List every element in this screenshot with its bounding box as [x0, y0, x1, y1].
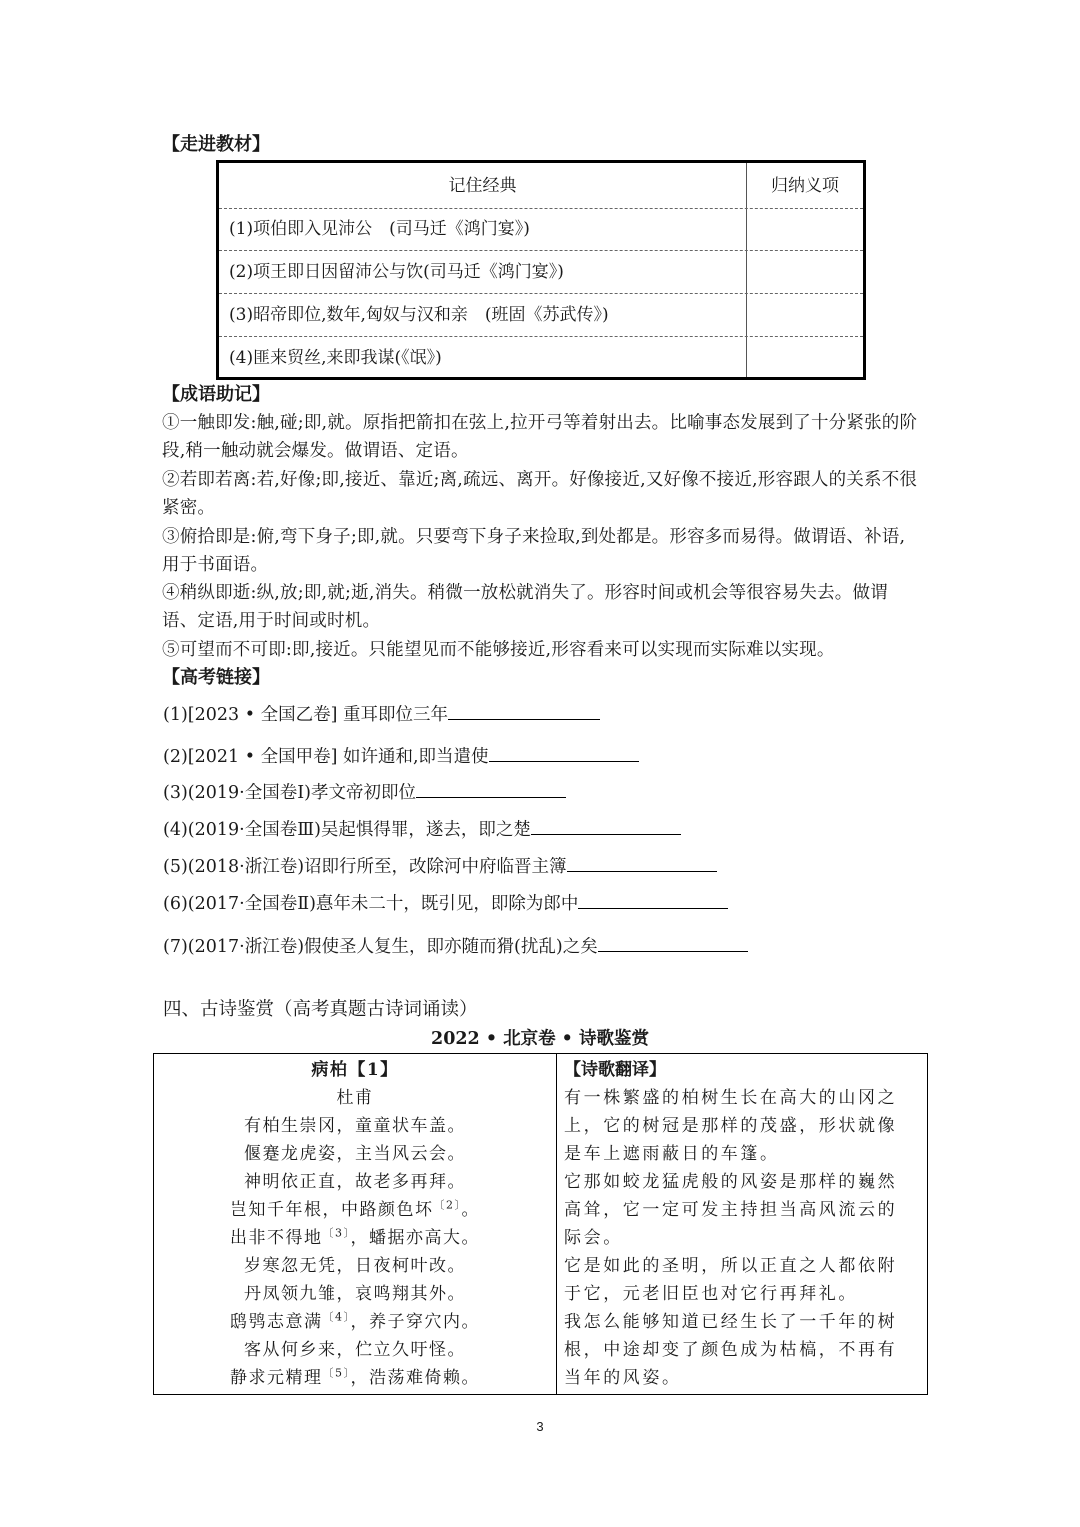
- footnote-marker: 〔4〕: [322, 1310, 351, 1324]
- classics-table: [216, 160, 866, 380]
- translation-line: 它那如蛟龙猛虎般的风姿是那样的巍然: [564, 1172, 898, 1192]
- table-header-row: [219, 163, 863, 209]
- poem-title: [154, 1056, 556, 1085]
- answer-blank[interactable]: [448, 701, 600, 720]
- translation-line: 它是如此的圣明，所以正直之人都依附: [564, 1256, 898, 1276]
- poem-table: [153, 1053, 928, 1395]
- poem-line: 神明依正直，故老多再拜。: [244, 1172, 466, 1192]
- gaokao-item: [163, 933, 748, 959]
- poem-author: 杜甫: [336, 1088, 374, 1108]
- translation-line: 有一株繁盛的柏树生长在高大的山冈之: [564, 1088, 898, 1108]
- translation-line: 根，中途却变了颜色成为枯槁，不再有: [564, 1340, 898, 1360]
- poem-line: 客从何乡来，伫立久吁怪。: [244, 1340, 466, 1360]
- page-number: 3: [536, 1419, 544, 1434]
- table-row: [219, 294, 863, 337]
- answer-blank[interactable]: [567, 853, 717, 872]
- gaokao-text: (6)(2017·全国卷Ⅱ)惪年未二十，既引见，即除为郎中: [163, 894, 579, 914]
- section-heading-walk: 【走进教材】: [162, 134, 270, 155]
- header-remember-classics: 记住经典: [448, 176, 517, 196]
- poem-title-text: 病柏: [311, 1060, 349, 1080]
- answer-blank[interactable]: [578, 890, 728, 909]
- gaokao-item: [163, 701, 600, 727]
- poem-line: 鸱鸮志意满$^{〔4〕}$，养子穿穴内。: [230, 1310, 480, 1332]
- gaokao-item: [163, 816, 681, 842]
- gaokao-item: [163, 853, 717, 879]
- idiom-item: ③俯拾即是:俯,弯下身子;即,就。只要弯下身子来捡取,到处都是。形容多而易得。做谓语、补语,用于书面语。: [162, 527, 906, 575]
- table-row-text: (3)昭帝即位,数年,匈奴与汉和亲 (班固《苏武传》): [229, 305, 609, 325]
- gaokao-item: [163, 743, 639, 769]
- gaokao-item: [163, 890, 728, 916]
- gaokao-text: (4)(2019·全国卷Ⅲ)吴起惧得罪，遂去，即之楚: [163, 820, 531, 840]
- translation-line: 高耸，它一定可发主持担当高风流云的: [564, 1200, 898, 1220]
- gaokao-text: (7)(2017·浙江卷)假使圣人复生，即亦随而猾(扰乱)之矣: [163, 937, 598, 957]
- translation-line: 我怎么能够知道已经生长了一千年的树: [564, 1312, 898, 1332]
- translation-line: 际会。: [564, 1228, 623, 1248]
- translation-header: 【诗歌翻译】: [564, 1060, 666, 1080]
- footnote-marker: 〔5〕: [322, 1366, 351, 1380]
- answer-blank[interactable]: [598, 933, 748, 952]
- answer-blank[interactable]: [416, 779, 566, 798]
- table-row-text: (4)匪来贸丝,来即我谋(《氓》): [229, 348, 442, 368]
- idiom-item: ①一触即发:触,碰;即,就。原指把箭扣在弦上,拉开弓等着射出去。比喻事态发展到了十分紧张的阶段,稍一触动就会爆发。做谓语、定语。: [162, 413, 918, 461]
- poem-line: 丹凤领九雏，哀鸣翔其外。: [244, 1284, 466, 1304]
- poem-line: 岂知千年根，中路颜色坏$^{〔2〕}$。: [230, 1198, 480, 1220]
- table-row-text: (1)项伯即入见沛公 (司马迁《鸿门宴》): [229, 219, 530, 239]
- poem-line: 有柏生崇冈，童童状车盖。: [244, 1116, 466, 1136]
- section-heading-idiom: 【成语助记】: [162, 384, 270, 405]
- section-heading-poetry: 四、古诗鉴赏（高考真题古诗词诵读）: [163, 999, 478, 1020]
- idiom-item: ⑤可望而不可即:即,接近。只能望见而不能够接近,形容看来可以实现而实际难以实现。: [162, 640, 835, 660]
- gaokao-text: (3)(2019·全国卷Ⅰ)孝文帝初即位: [163, 783, 416, 803]
- header-meaning: 归纳义项: [771, 176, 839, 196]
- footnote-marker: 〔3〕: [322, 1226, 351, 1240]
- translation-line: 上，它的树冠是那样的茂盛，形状就像: [564, 1116, 898, 1136]
- poem-line: 静求元精理$^{〔5〕}$，浩荡难倚赖。: [230, 1366, 480, 1388]
- table-row: [219, 208, 863, 251]
- translation-line: 是车上遮雨蔽日的车篷。: [564, 1144, 780, 1164]
- idiom-item: ②若即若离:若,好像;即,接近、靠近;离,疏远、离开。好像接近,又好像不接近,形容跟人的关系不很紧密。: [162, 470, 918, 518]
- poem-line: 偃蹇龙虎姿，主当风云会。: [244, 1144, 466, 1164]
- section-heading-gaokao: 【高考链接】: [162, 667, 270, 688]
- gaokao-text: (2)[2021 • 全国甲卷] 如许通和,即当遣使: [163, 747, 489, 767]
- poem-caption: 2022 • 北京卷 • 诗歌鉴赏: [431, 1029, 649, 1049]
- table-row: [219, 251, 863, 294]
- answer-blank[interactable]: [531, 816, 681, 835]
- table-row-text: (2)项王即日因留沛公与饮(司马迁《鸿门宴》): [229, 262, 564, 282]
- poem-table-divider: [556, 1054, 557, 1394]
- translation-line: 当年的风姿。: [564, 1368, 682, 1388]
- footnote-marker: 〔2〕: [433, 1198, 462, 1212]
- table-row: [219, 337, 863, 379]
- poem-title-note: 【1】: [348, 1060, 399, 1080]
- gaokao-text: (5)(2018·浙江卷)诏即行所至，改除河中府临晋主簿: [163, 857, 567, 877]
- idiom-item: ④稍纵即逝:纵,放;即,就;逝,消失。稍微一放松就消失了。形容时间或机会等很容易失去。做谓语、定语,用于时间或时机。: [162, 583, 888, 631]
- translation-line: 于它，元老旧臣也对它行再拜礼。: [564, 1284, 858, 1304]
- poem-line: 岁寒忽无凭，日夜柯叶改。: [244, 1256, 466, 1276]
- answer-blank[interactable]: [489, 743, 639, 762]
- poem-line: 出非不得地$^{〔3〕}$，蟠据亦高大。: [230, 1226, 480, 1248]
- gaokao-item: [163, 779, 566, 805]
- gaokao-text: (1)[2023 • 全国乙卷] 重耳即位三年: [163, 705, 448, 725]
